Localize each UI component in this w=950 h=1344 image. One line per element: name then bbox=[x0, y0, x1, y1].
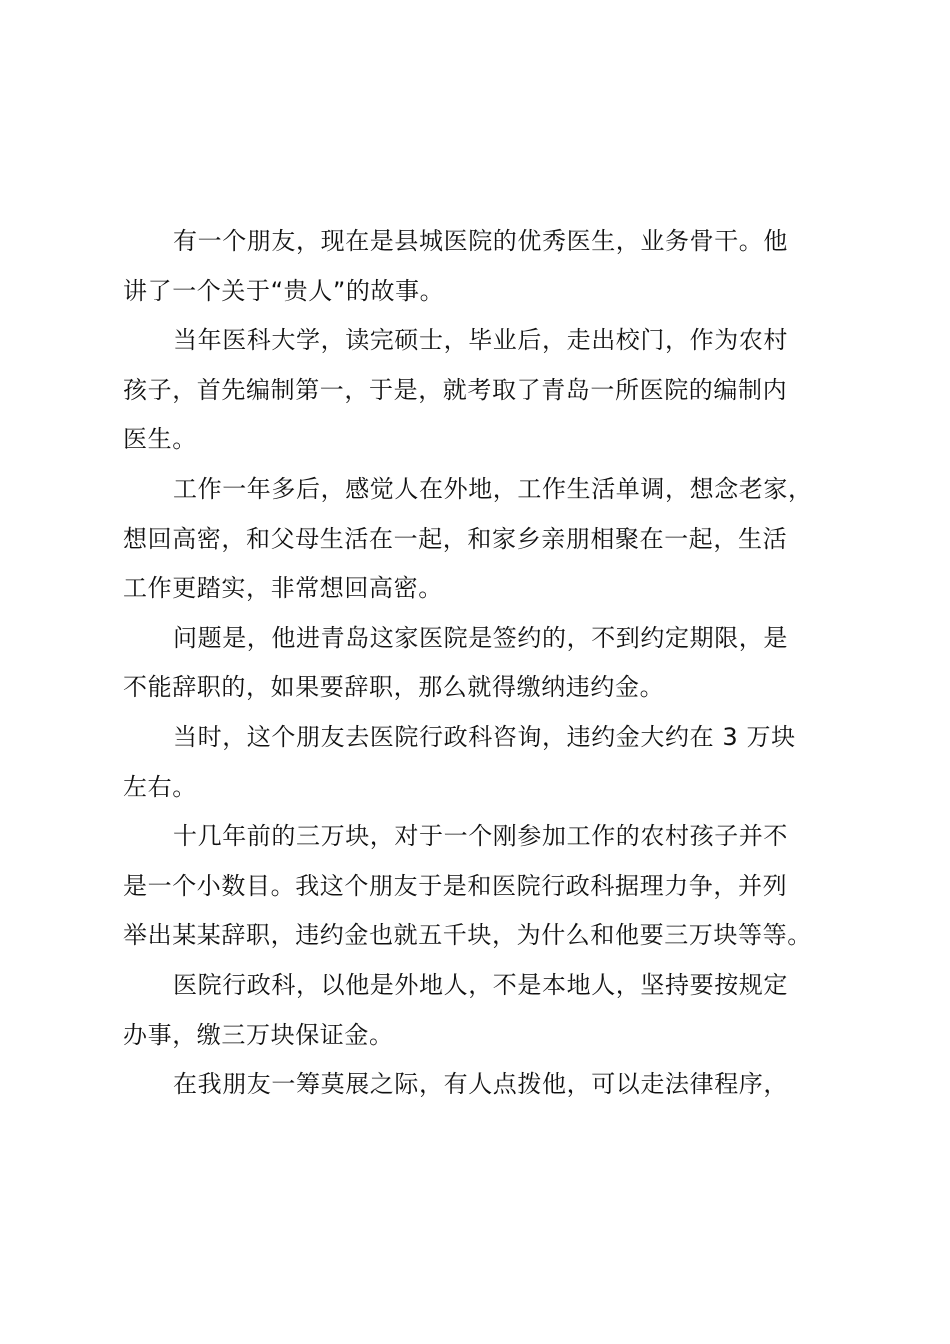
text-line: 不能辞职的，如果要辞职，那么就得缴纳违约金。 bbox=[123, 673, 665, 702]
document-body bbox=[123, 217, 843, 1110]
text-line: 是一个小数目。我这个朋友于是和医院行政科据理力争，并列 bbox=[123, 871, 788, 900]
text-line: 想回高密，和父母生活在一起，和家乡亲朋相聚在一起，生活 bbox=[123, 524, 788, 553]
text-line: 工作更踏实，非常想回高密。 bbox=[123, 574, 443, 603]
text-line: 医院行政科，以他是外地人，不是本地人，坚持要按规定 bbox=[173, 970, 788, 999]
text-line: 工作一年多后，感觉人在外地，工作生活单调，想念老家， bbox=[173, 474, 813, 503]
text-line: 讲了一个关于“贵人”的故事。 bbox=[123, 276, 445, 305]
text-line: 有一个朋友，现在是县城医院的优秀医生，业务骨干。他 bbox=[173, 227, 788, 255]
text-line: 举出某某辞职，违约金也就五千块，为什么和他要三万块等等。 bbox=[123, 921, 812, 950]
text-line: 十几年前的三万块，对于一个刚参加工作的农村孩子并不 bbox=[173, 822, 788, 851]
text-line: 左右。 bbox=[123, 772, 197, 801]
text-line: 当时，这个朋友去医院行政科咨询，违约金大约在 3 万块 bbox=[173, 722, 796, 751]
text-line: 办事，缴三万块保证金。 bbox=[123, 1020, 394, 1049]
text-line: 医生。 bbox=[123, 425, 197, 454]
text-line: 在我朋友一筹莫展之际，有人点拨他，可以走法律程序， bbox=[173, 1070, 788, 1099]
text-line: 问题是，他进青岛这家医院是签约的，不到约定期限，是 bbox=[173, 623, 788, 652]
text-line: 当年医科大学，读完硕士，毕业后，走出校门，作为农村 bbox=[173, 326, 788, 355]
text-line: 孩子，首先编制第一，于是，就考取了青岛一所医院的编制内 bbox=[123, 375, 788, 404]
